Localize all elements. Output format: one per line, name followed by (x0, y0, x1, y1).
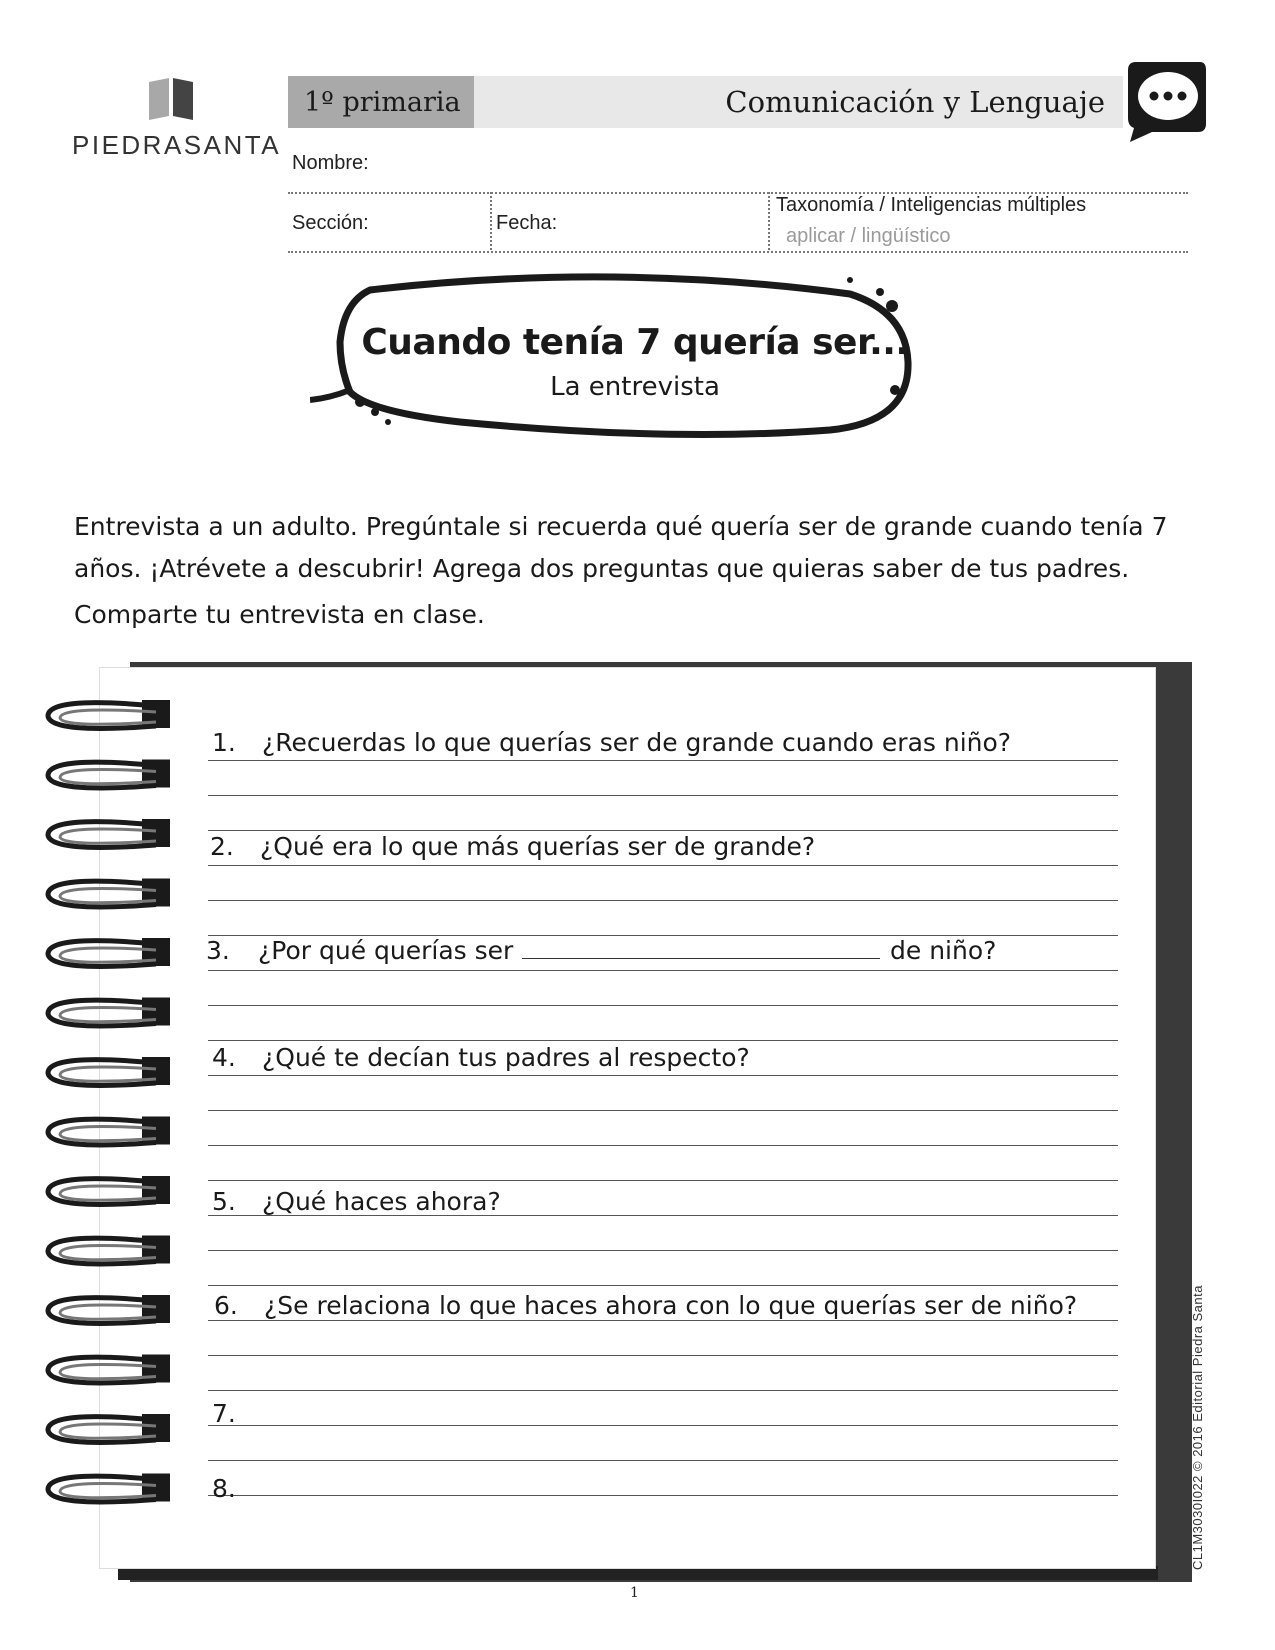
page-number: 1 (630, 1585, 639, 1601)
question-text: ¿Qué haces ahora? (262, 1187, 501, 1216)
writing-line[interactable] (208, 1320, 1118, 1321)
question-number: 5. (212, 1187, 236, 1216)
speech-bubble-icon (1122, 58, 1208, 144)
spiral-ring (48, 1236, 170, 1264)
writing-line[interactable] (208, 1460, 1118, 1461)
question-number: 6. (214, 1291, 238, 1320)
writing-line[interactable] (208, 1250, 1118, 1251)
question-text: ¿Qué era lo que más querías ser de grande? (260, 832, 816, 861)
spiral-ring (48, 700, 170, 728)
writing-line[interactable] (208, 830, 1118, 831)
divider (768, 192, 770, 250)
instruction-line: Entrevista a un adulto. Pregúntale si recuerda qué quería ser de grande cuando tenía 7 (74, 512, 1168, 541)
question-number: 1. (212, 728, 236, 757)
spiral-ring (48, 998, 170, 1026)
writing-line[interactable] (208, 1075, 1118, 1076)
question-number: 2. (210, 832, 234, 861)
nombre-label: Nombre: (292, 152, 369, 174)
worksheet-title: Cuando tenía 7 quería ser... (361, 322, 909, 363)
spiral-ring (48, 879, 170, 907)
subject-title: Comunicación y Lenguaje (725, 85, 1105, 119)
writing-line[interactable] (208, 970, 1118, 971)
spiral-ring (48, 1474, 170, 1502)
writing-line[interactable] (208, 1390, 1118, 1391)
spiral-ring (48, 938, 170, 966)
notebook-edge (118, 1566, 1158, 1580)
writing-line[interactable] (208, 795, 1118, 796)
question-text: ¿Por qué querías ser (258, 936, 514, 965)
spiral-ring (48, 1057, 170, 1085)
writing-line[interactable] (208, 1040, 1118, 1041)
seccion-label: Sección: (292, 212, 369, 234)
notebook-page (100, 668, 1155, 1568)
writing-line[interactable] (208, 900, 1118, 901)
writing-line[interactable] (208, 1180, 1118, 1181)
writing-line[interactable] (208, 1285, 1118, 1286)
instruction-line: años. ¡Atrévete a descubrir! Agrega dos preguntas que quieras saber de tus padres. (74, 554, 1130, 583)
worksheet-subtitle: La entrevista (550, 372, 720, 402)
brand-name: PIEDRASANTA (72, 130, 282, 160)
question-number: 3. (206, 936, 230, 965)
question-number: 7. (212, 1399, 236, 1428)
spiral-binding-icon (38, 690, 178, 1530)
question-number: 4. (212, 1043, 236, 1072)
spiral-ring (48, 760, 170, 788)
writing-line[interactable] (208, 1425, 1118, 1426)
instruction-line: Comparte tu entrevista en clase. (74, 600, 485, 629)
writing-line[interactable] (208, 1495, 1118, 1496)
divider (288, 251, 1188, 253)
writing-line[interactable] (208, 1110, 1118, 1111)
fecha-label: Fecha: (496, 212, 558, 234)
writing-line[interactable] (208, 760, 1118, 761)
divider (490, 192, 492, 250)
question-text: ¿Recuerdas lo que querías ser de grande cuando eras niño? (262, 728, 1012, 757)
spiral-ring (48, 1117, 170, 1145)
grade-label: 1º primaria (288, 76, 474, 128)
writing-line[interactable] (208, 1145, 1118, 1146)
question-text: ¿Se relaciona lo que haces ahora con lo que querías ser de niño? (264, 1291, 1078, 1320)
question-suffix: de niño? (890, 936, 997, 965)
writing-line[interactable] (208, 865, 1118, 866)
book-logo-icon (145, 76, 197, 122)
taxonomia-value: aplicar / lingüístico (786, 225, 951, 247)
spiral-ring (48, 1295, 170, 1323)
spiral-ring (48, 819, 170, 847)
spiral-ring (48, 1355, 170, 1383)
spiral-ring (48, 1414, 170, 1442)
taxonomia-label: Taxonomía / Inteligencias múltiples (776, 194, 1087, 216)
question-text: ¿Qué te decían tus padres al respecto? (262, 1043, 750, 1072)
writing-line[interactable] (208, 1355, 1118, 1356)
copyright-text: CL1M3030I022 © 2016 Editorial Piedra Santa (1190, 1285, 1205, 1570)
spiral-ring (48, 1176, 170, 1204)
writing-line[interactable] (208, 1005, 1118, 1006)
fill-in-blank[interactable] (522, 958, 880, 959)
question-number: 8. (212, 1474, 236, 1503)
